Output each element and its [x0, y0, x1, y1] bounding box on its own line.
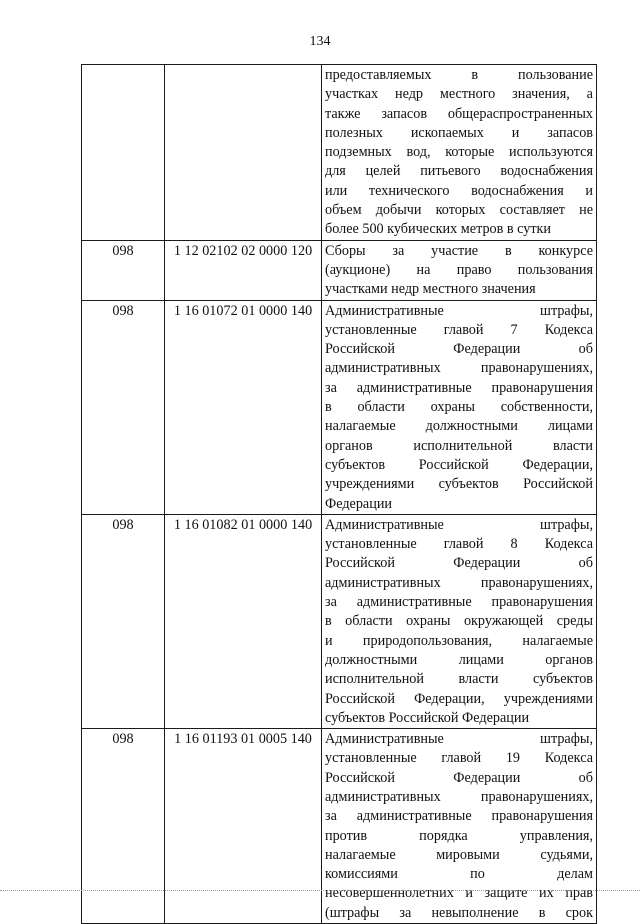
description-line: административных правонарушениях, — [325, 574, 593, 591]
income-code-cell: 1 12 02102 02 0000 120 — [165, 240, 322, 300]
income-code-cell: 1 16 01193 01 0005 140 — [165, 729, 322, 924]
description-line: также запасов общераспространенных — [325, 105, 593, 122]
description-line: более 500 кубических метров в сутки — [325, 221, 552, 238]
description-line: за административные правонарушения — [325, 594, 593, 611]
description-cell — [322, 65, 597, 241]
description-line: Федерации — [325, 495, 393, 512]
income-code-cell: 1 16 01082 01 0000 140 — [165, 514, 322, 728]
description-line: или технического водоснабжения и — [325, 182, 593, 199]
description-line: комиссиями по делам — [325, 866, 593, 883]
description-line: учреждениями субъектов Российской — [325, 476, 593, 493]
description-cell — [322, 300, 597, 514]
description-line: объем добычи которых составляет не — [325, 202, 593, 219]
description-line: Российской Федерации об — [325, 769, 593, 786]
description-line: Российской Федерации об — [325, 341, 593, 358]
description-line: несовершеннолетних и защите их прав — [325, 885, 593, 902]
description-line: Российской Федерации об — [325, 555, 593, 572]
table-row — [82, 65, 597, 241]
description-line: полезных ископаемых и запасов — [325, 124, 593, 141]
table-row — [82, 729, 597, 924]
income-codes-table — [81, 64, 597, 924]
description-line: (аукционе) на право пользования — [325, 261, 593, 278]
admin-code-cell: 098 — [82, 514, 165, 728]
description-line: участках недр местного значения, а — [325, 86, 593, 103]
description-line: подземных вод, которые используются — [325, 144, 593, 161]
description-line: предоставляемых в пользование — [325, 67, 593, 83]
description-line: в области охраны собственности, — [325, 399, 593, 416]
description-line: должностными лицами органов — [325, 651, 593, 668]
description-cell — [322, 240, 597, 300]
description-line: налагаемые мировыми судьями, — [325, 846, 593, 863]
description-line: (штрафы за невыполнение в срок — [325, 904, 593, 921]
description-cell — [322, 514, 597, 728]
description-line: против порядка управления, — [325, 827, 593, 844]
table-row — [82, 240, 597, 300]
table-row — [82, 514, 597, 728]
description-line: органов исполнительной власти — [325, 437, 593, 454]
description-line: Административные штрафы, — [325, 516, 593, 533]
description-line: для целей питьевого водоснабжения — [325, 163, 593, 180]
table-row — [82, 300, 597, 514]
description-line: Российской Федерации, учреждениями — [325, 690, 593, 707]
income-code-cell — [165, 65, 322, 241]
admin-code-cell — [82, 65, 165, 241]
scan-edge-divider — [0, 890, 640, 891]
description-line: установленные главой 8 Кодекса — [325, 536, 593, 553]
description-line: установленные главой 7 Кодекса — [325, 321, 593, 338]
description-line: за административные правонарушения — [325, 808, 593, 825]
admin-code-cell: 098 — [82, 729, 165, 924]
description-cell — [322, 729, 597, 924]
admin-code-cell: 098 — [82, 240, 165, 300]
income-code-cell: 1 16 01072 01 0000 140 — [165, 300, 322, 514]
description-line: административных правонарушениях, — [325, 360, 593, 377]
description-line: Административные штрафы, — [325, 731, 593, 748]
admin-code-cell: 098 — [82, 300, 165, 514]
description-line: в области охраны окружающей среды — [325, 613, 593, 630]
description-line: исполнительной власти субъектов — [325, 671, 593, 688]
page-number: 134 — [309, 34, 331, 49]
description-line: и природопользования, налагаемые — [325, 632, 593, 649]
description-line: Сборы за участие в конкурсе — [325, 242, 593, 259]
description-line: Административные штрафы, — [325, 302, 593, 319]
description-line: субъектов Российской Федерации, — [325, 456, 593, 473]
description-line: участками недр местного значения — [325, 281, 536, 298]
description-line: налагаемые должностными лицами — [325, 418, 593, 435]
description-line: административных правонарушениях, — [325, 788, 593, 805]
description-line: за административные правонарушения — [325, 379, 593, 396]
description-line: установленные главой 19 Кодекса — [325, 750, 593, 767]
description-line: субъектов Российской Федерации — [325, 709, 530, 726]
